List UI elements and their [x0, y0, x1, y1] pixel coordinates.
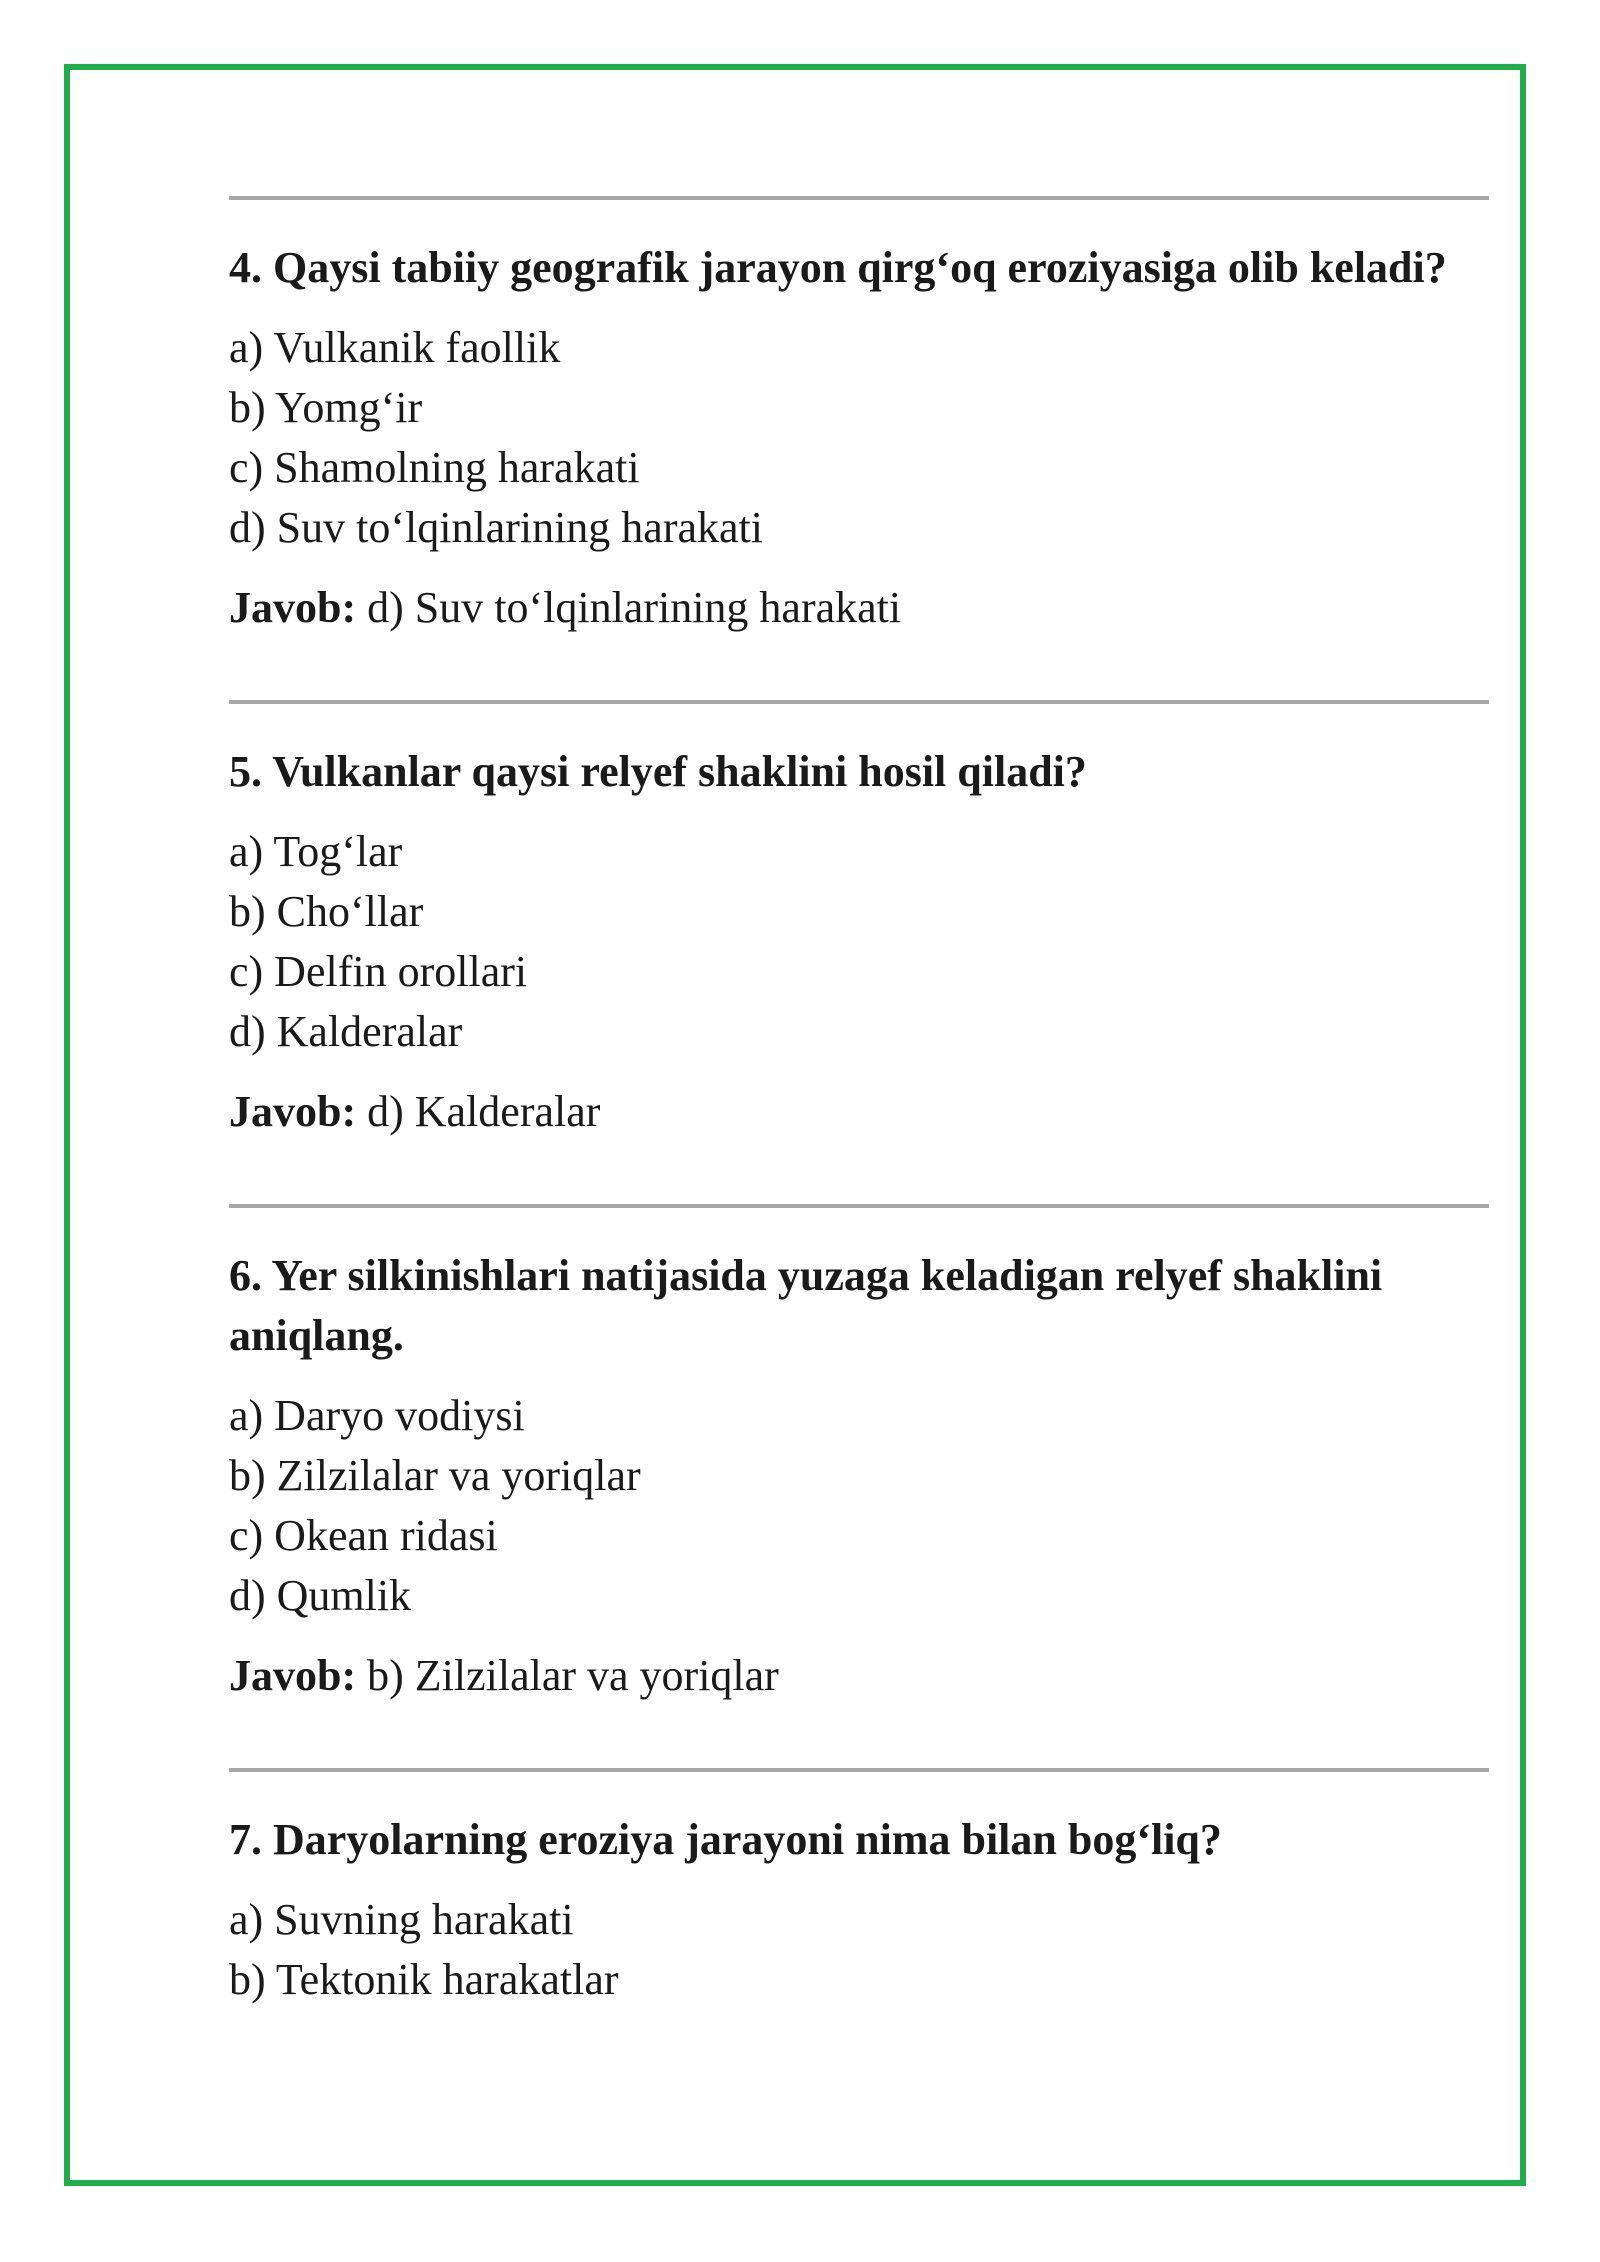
answer-value: b) Zilzilalar va yoriqlar — [367, 1651, 779, 1700]
option-b: b) Tektonik harakatlar — [229, 1955, 619, 2004]
answer-line — [229, 578, 1489, 638]
answer-line — [229, 1082, 1489, 1142]
quiz-content — [229, 196, 1489, 2010]
question-block-7 — [229, 1810, 1489, 2010]
option-a: a) Suvning harakati — [229, 1895, 574, 1944]
answer-line — [229, 1646, 1489, 1706]
option-a: a) Daryo vodiysi — [229, 1391, 525, 1440]
options-list — [229, 1890, 1489, 2010]
answer-label: Javob: — [229, 1651, 357, 1700]
option-a: a) Vulkanik faollik — [229, 323, 561, 372]
question-text: 5. Vulkanlar qaysi relyef shaklini hosil qiladi? — [229, 747, 1087, 796]
question-block-5 — [229, 742, 1489, 1142]
options-list — [229, 318, 1489, 558]
section-divider — [229, 700, 1489, 704]
option-b: b) Yomg‘ir — [229, 383, 423, 432]
option-c: c) Delfin orollari — [229, 947, 528, 996]
section-divider — [229, 1768, 1489, 1772]
option-d: d) Kalderalar — [229, 1007, 463, 1056]
answer-label: Javob: — [229, 583, 357, 632]
answer-value: d) Kalderalar — [367, 1087, 601, 1136]
option-c: c) Shamolning harakati — [229, 443, 640, 492]
answer-value: d) Suv to‘lqinlarining harakati — [367, 583, 902, 632]
section-divider — [229, 196, 1489, 200]
options-list — [229, 822, 1489, 1062]
option-a: a) Tog‘lar — [229, 827, 403, 876]
options-list — [229, 1386, 1489, 1626]
option-c: c) Okean ridasi — [229, 1511, 498, 1560]
section-divider — [229, 1204, 1489, 1208]
question-text: 7. Daryolarning eroziya jarayoni nima bilan bog‘liq? — [229, 1815, 1222, 1864]
question-block-4 — [229, 238, 1489, 638]
question-text: 4. Qaysi tabiiy geografik jarayon qirg‘oq eroziyasiga olib keladi? — [229, 243, 1447, 292]
option-b: b) Zilzilalar va yoriqlar — [229, 1451, 641, 1500]
option-d: d) Qumlik — [229, 1571, 412, 1620]
option-b: b) Cho‘llar — [229, 887, 424, 936]
question-text: 6. Yer silkinishlari natijasida yuzaga keladigan relyef shaklini aniqlang. — [229, 1251, 1383, 1360]
answer-label: Javob: — [229, 1087, 357, 1136]
question-block-6 — [229, 1246, 1489, 1706]
option-d: d) Suv to‘lqinlarining harakati — [229, 503, 763, 552]
